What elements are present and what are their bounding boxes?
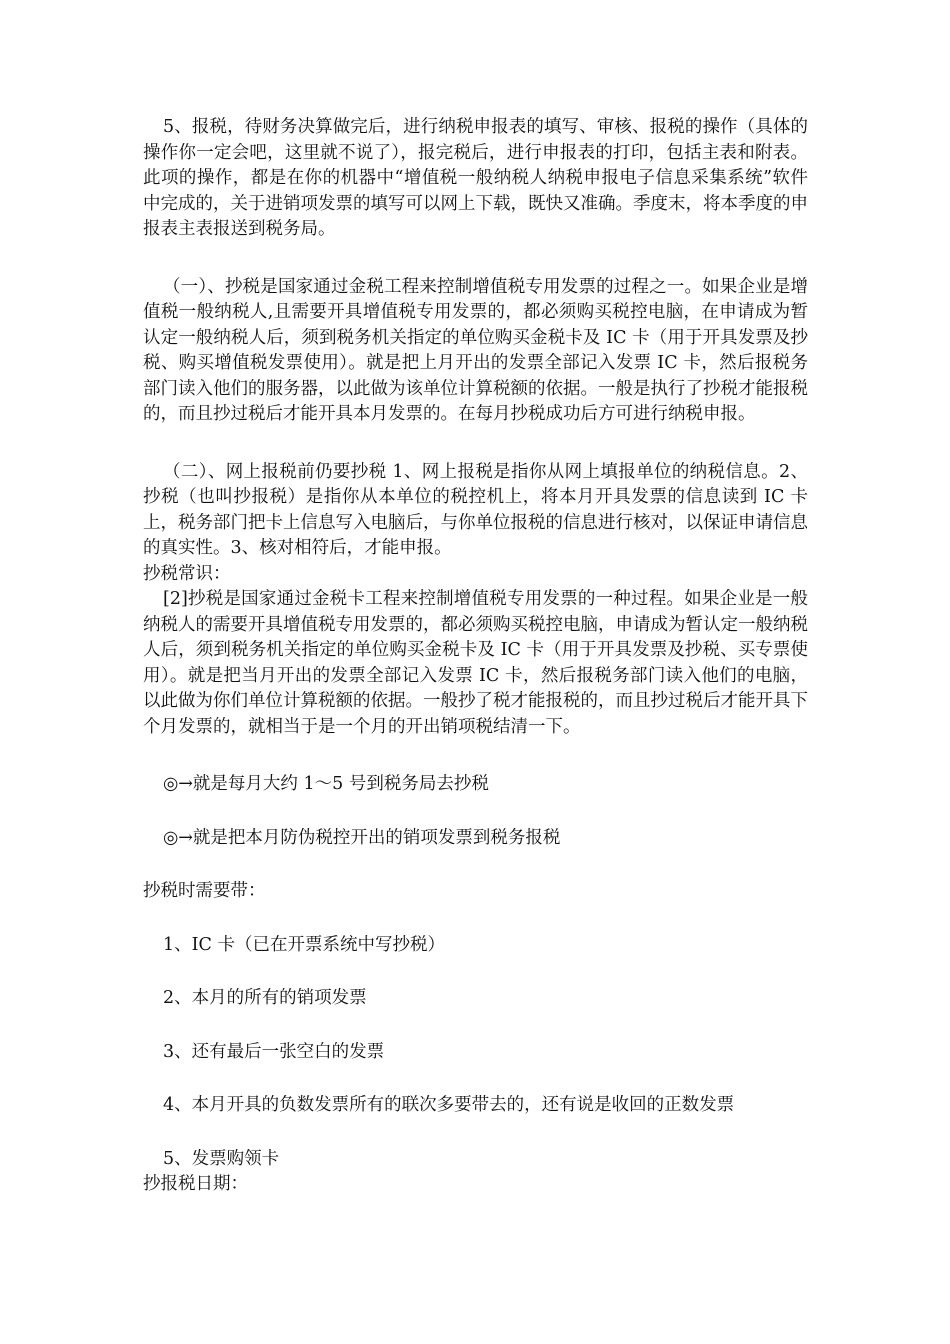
bullet-report-tax: ◎→就是把本月防伪税控开出的销项发票到税务报税 (163, 827, 561, 848)
paragraph-copy-tax-two: （二）、网上报税前仍要抄税 1、网上报税是指你从网上填报单位的纳税信息。2、抄税（也叫抄报税）是指你从本单位的税控机上，将本月开具发票的信息读到 IC 卡上，税务部门把卡上信息写入电脑后，与你单位报税的信息进行核对，以保证申请信息的真实性。3、核对相符后，才能申报。 (143, 461, 808, 558)
heading-items-to-bring: 抄税时需要带： (143, 881, 266, 901)
list-item: 4、本月开具的负数发票所有的联次多要带去的，还有说是收回的正数发票 (163, 1095, 735, 1115)
list-item: 1、IC 卡（已在开票系统中写抄税） (163, 934, 445, 955)
document-page (143, 115, 808, 1198)
list-item: 2、本月的所有的销项发票 (163, 988, 367, 1008)
list-item: 3、还有最后一张空白的发票 (163, 1041, 385, 1062)
paragraph-copy-tax-knowledge: [2]抄税是国家通过金税卡工程来控制增值税专用发票的一种过程。如果企业是一般纳税人的需要开具增值税专用发票的，都必须购买税控电脑，申请成为暂认定一般纳税人后，须到税务机关指定的单位购买金税卡及 IC 卡（用于开具发票及抄税、买专票使用）。就是把当月开出的发票全部记入发票 IC 卡，然后报税务部门读入他们的电脑，以此做为你们单位计算税额的依据。一般抄了税才能报税的，而且抄过税后才能开具下个月发票的，就相当于是一个月的开出销项税结清一下。 (143, 589, 808, 737)
paragraph-copy-tax-one: （一）、抄税是国家通过金税工程来控制增值税专用发票的过程之一。如果企业是增值税一般纳税人,且需要开具增值税专用发票的，都必须购买税控电脑，在申请成为暂认定一般纳税人后，须到税务机关指定的单位购买金税卡及 IC 卡（用于开具发票及抄税、购买增值税发票使用）。就是把上月开出的发票全部记入发票 IC 卡，然后报税务部门读入他们的服务器，以此做为该单位计算税额的依据。一般是执行了抄税才能报税的，而且抄过税后才能开具本月发票的。在每月抄税成功后方可进行纳税申报。 (143, 276, 808, 424)
list-item: 5、发票购领卡 (163, 1148, 280, 1169)
paragraph-tax-filing: 5、报税，待财务决算做完后，进行纳税申报表的填写、审核、报税的操作（具体的操作你一定会吧，这里就不说了），报完税后，进行申报表的打印，包括主表和附表。此项的操作，都是在你的机器中“增值税一般纳税人纳税申报电子信息采集系统”软件中完成的，关于进销项发票的填写可以网上下载，既快又准确。季度末，将本季度的申报表主表报送到税务局。 (143, 117, 808, 239)
heading-copy-report-date: 抄报税日期： (143, 1174, 248, 1194)
heading-copy-tax-knowledge: 抄税常识： (143, 563, 231, 584)
bullet-copy-tax-date: ◎→就是每月大约 1～5 号到税务局去抄税 (163, 774, 489, 794)
